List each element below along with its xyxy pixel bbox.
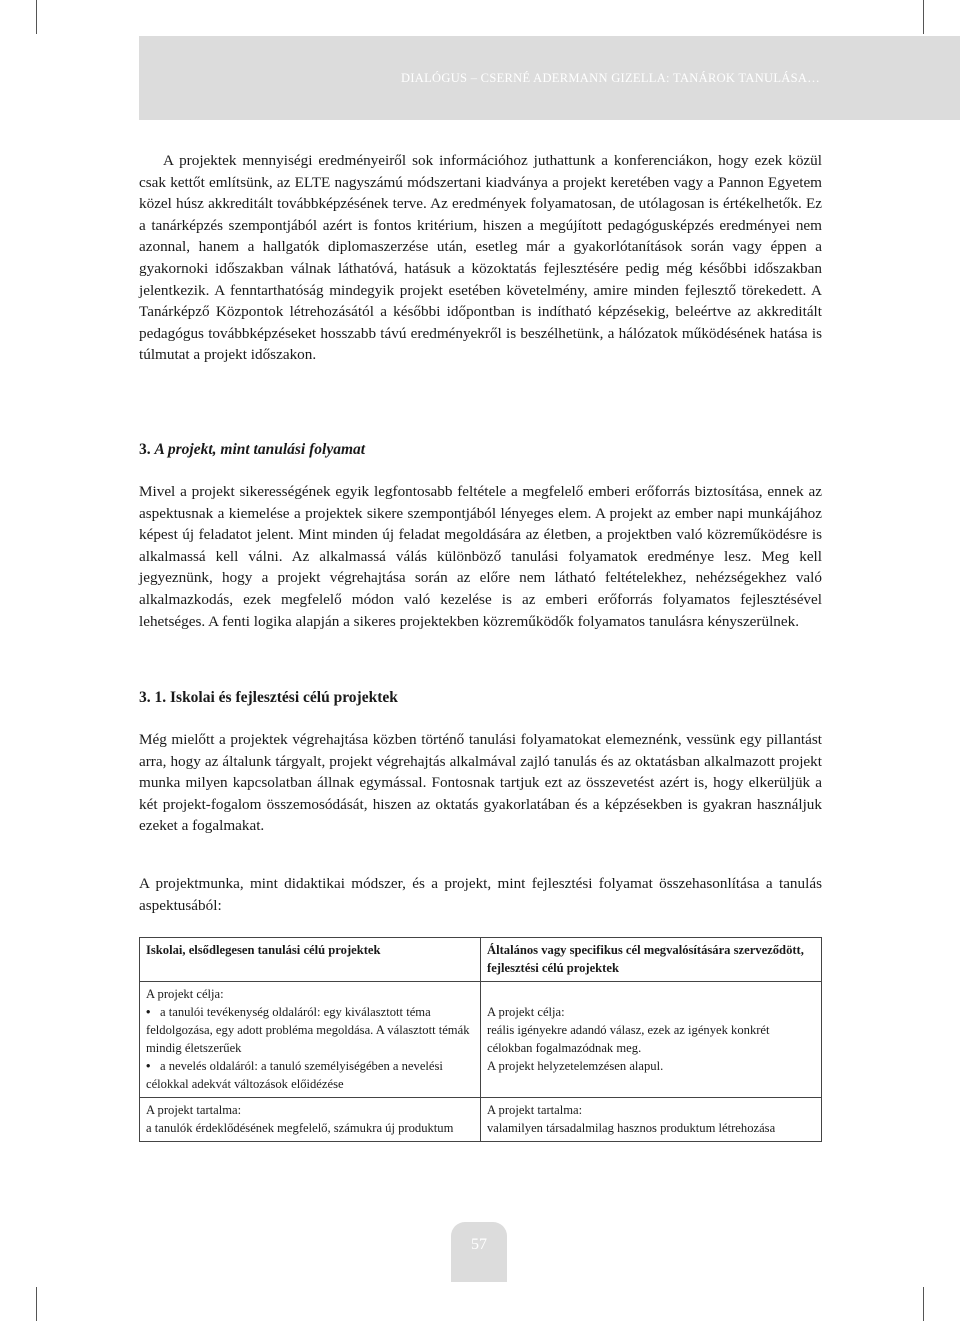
section-3-heading (139, 439, 822, 461)
table-cell (140, 982, 481, 1098)
table-cell (140, 1098, 481, 1142)
body-section-learning (139, 481, 822, 632)
section-3-1-title: Iskolai és fejlesztési célú projektek (170, 689, 398, 706)
cell-text: valamilyen társadalmilag hasznos produktum létrehozása (487, 1121, 776, 1135)
bullet-icon (146, 1005, 160, 1019)
crop-mark-top-right (923, 0, 924, 34)
bullet-icon (146, 1059, 160, 1073)
crop-mark-bottom-left (36, 1287, 37, 1321)
list-item: • a nevelés oldaláról: a tanuló személyiségében a nevelési célokkal adekvát változások előidézése (146, 1057, 474, 1093)
header-band (139, 36, 960, 120)
table-header-cell (481, 938, 822, 982)
running-head: DIALÓGUS – CSERNÉ ADERMANN GIZELLA: TANÁROK TANULÁSA… (401, 71, 820, 85)
body-section-comparison (139, 729, 822, 837)
section-3-1-number: 3. 1. (139, 689, 167, 706)
table-header-cell (140, 938, 481, 982)
paragraph-human-resources: Mivel a projekt sikerességének egyik legfontosabb feltétele a megfelelő emberi erőforrás biztosítása, ennek az aspektusnak a kiemelése a projektek sikere szempontjából lényeges elem. A projekt az ember napi munkájához képest új feladatot jelent. Mint minden új feladat megoldására az életben, a projektben való közreműködésre is alkalmassá kell válni. Az alkalmassá válás különböző tanulási folyamatok eredménye lesz. Meg kell jegyeznünk, hogy a projekt végrehajtása során az előre nem látható feltételekhez, nehézségekhez való alkalmazkodás, ezek megfelelő módon való kezelése is az emberi erőforrás folyamatos fejlesztésével lehetséges. A fenti logika alapján a sikeres projektekben közreműködők folyamatos tanulásra kényszerülnek. (139, 483, 822, 630)
section-3-1-heading (139, 687, 822, 709)
section-3-number: 3. (139, 441, 151, 458)
paragraph-table-intro: A projektmunka, mint didaktikai módszer, és a projekt, mint fejlesztési folyamat összehasonlítása a tanulás aspektusából: (139, 875, 822, 914)
cell-label: A projekt tartalma: (146, 1103, 242, 1117)
paragraph-comparison: Még mielőtt a projektek végrehajtása közben történő tanulási folyamatokat elemeznénk, vessünk egy pillantást arra, hogy az általunk tárgyalt, projekt végrehajtás alkalmával zajló tanulás és az oktatásban alkalmazott projekt munka milyen kapcsolatban állnak egymással. Fontosnak tartjuk ezt az összevetést azért is, hogy elkerüljük a két projekt-fogalom összemosódását, hiszen az oktatás gyakorlatában és a képzésekben is gyakran használjuk ezeket a fogalmakat. (139, 731, 822, 835)
column-1-header: Iskolai, elsődlegesen tanulási célú projektek (146, 943, 381, 957)
body-section-intro (139, 150, 822, 366)
paragraph-projects-results: A projektek mennyiségi eredményeiről sok információhoz juthattunk a konferenciákon, hogy ezek közül csak kettőt említsünk, az ELTE nagyszámú módszertani kiadványa a projekt keretében vagy a Pannon Egyetem közel húsz akkreditált továbbképzésének terve. Az eredmények folyamatosan, de utólagosan is értékelhetők. Ez a tanárképzés szempontjából azért is fontos kritérium, hiszen a megújított pedagógusképzés eredményei nem azonnal, hanem a hallgatók diplomaszerzése után, esetleg már a gyakorlótanítások során vagy éppen a gyakornoki időszakban válnak láthatóvá, hatásuk a közoktatás fejlesztésére pedig még későbbi időszakban jelentkezik. A fenntarthatóság mindegyik projekt esetében követelmény, amire minden fejlesztő törekedett. A Tanárképző Központok létrehozásától a későbbi időpontban is indítható képzésekig, beleértve az akkreditált pedagógus továbbképzéseket hosszabb távú eredményekről is beszélhetünk, a hálózatok működésének hatása is túlmutat a projekt időszakon. (139, 152, 822, 364)
section-3-title: A projekt, mint tanulási folyamat (154, 441, 366, 458)
comparison-table-wrap (139, 937, 822, 1142)
cell-label: A projekt célja: (487, 1005, 565, 1019)
crop-mark-top-left (36, 0, 37, 34)
table-row (140, 1098, 822, 1142)
cell-text: reális igényekre adandó válasz, ezek az igények konkrét célokban fogalmazódnak meg. (487, 1023, 770, 1055)
page-number-tab (451, 1222, 507, 1282)
table-cell (481, 1098, 822, 1142)
list-item: • a tanulói tevékenység oldaláról: egy kiválasztott téma feldolgozása, egy adott probléma megoldása. A választott témák mindig életszerűek (146, 1003, 474, 1057)
column-2-header: Általános vagy specifikus cél megvalósítására szerveződött, fejlesztési célú projektek (487, 943, 804, 975)
body-section-table-intro (139, 873, 822, 916)
crop-mark-bottom-right (923, 1287, 924, 1321)
cell-text: a tanulók érdeklődésének megfelelő, számukra új produktum (146, 1121, 454, 1135)
table-row (140, 982, 822, 1098)
cell-label: A projekt célja: (146, 987, 224, 1001)
table-row (140, 938, 822, 982)
table-cell (481, 982, 822, 1098)
cell-text: A projekt helyzetelemzésen alapul. (487, 1059, 664, 1073)
cell-label: A projekt tartalma: (487, 1103, 583, 1117)
page-number: 57 (471, 1236, 487, 1253)
comparison-table (139, 937, 822, 1142)
